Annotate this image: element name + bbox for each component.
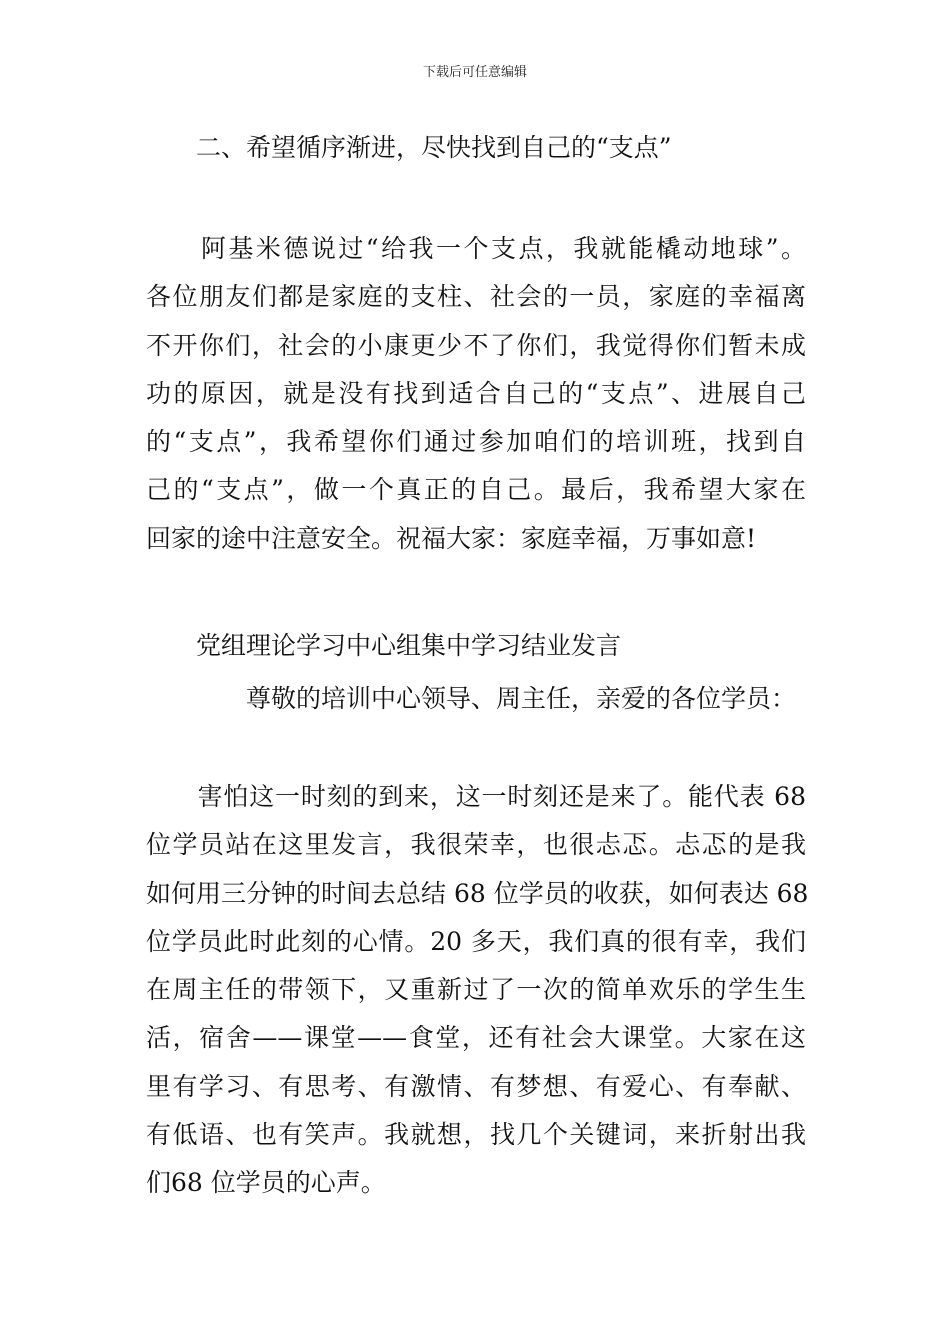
paragraph-line: 的“支点”，我希望你们通过参加咱们的培训班，找到自 (146, 427, 806, 457)
salutation: 尊敬的培训中心领导、周主任，亲爱的各位学员： (246, 684, 797, 713)
paragraph-line: 位学员此时此刻的心情。20 多天，我们真的很有幸，我们 (146, 926, 806, 956)
paragraph-line: 在周主任的带领下，又重新过了一次的简单欢乐的学生生 (146, 975, 806, 1005)
paragraph-line: 各位朋友们都是家庭的支柱、社会的一员，家庭的幸福离 (146, 282, 806, 312)
paragraph-speech (146, 773, 809, 1208)
paragraph-line: 害怕这一时刻的到来，这一时刻还是来了。能代表 68 (146, 782, 806, 811)
paragraph-line: 不开你们，社会的小康更少不了你们，我觉得你们暂未成 (146, 330, 806, 360)
paragraph-line: 如何用三分钟的时间去总结 68 位学员的收获，如何表达 68 (146, 878, 809, 908)
paragraph-fulcrum (146, 225, 806, 563)
paragraph-line: 己的“支点”，做一个真正的自己。最后，我希望大家在 (146, 475, 806, 505)
paragraph-line: 里有学习、有思考、有激情、有梦想、有爱心、有奉献、 (146, 1071, 806, 1101)
document-title: 党组理论学习中心组集中学习结业发言 (196, 631, 622, 660)
section-heading: 二、希望循序渐进，尽快找到自己的“支点” (196, 133, 672, 162)
paragraph-line: 功的原因，就是没有找到适合自己的“支点”、进展自己 (146, 378, 806, 408)
paragraph-line: 位学员站在这里发言，我很荣幸，也很忐忑。忐忑的是我 (146, 830, 806, 860)
paragraph-line: 回家的途中注意安全。祝福大家：家庭幸福，万事如意! (146, 523, 757, 553)
paragraph-line: 有低语、也有笑声。我就想，找几个关键词，来折射出我 (146, 1120, 806, 1150)
paragraph-line: 阿基米德说过“给我一个支点，我就能橇动地球”。 (146, 234, 806, 263)
page-header-note: 下载后可任意编辑 (422, 65, 527, 80)
paragraph-line: 们68 位学员的心声。 (146, 1168, 386, 1198)
paragraph-line: 活，宿舍——课堂——食堂，还有社会大课堂。大家在这 (146, 1023, 806, 1053)
